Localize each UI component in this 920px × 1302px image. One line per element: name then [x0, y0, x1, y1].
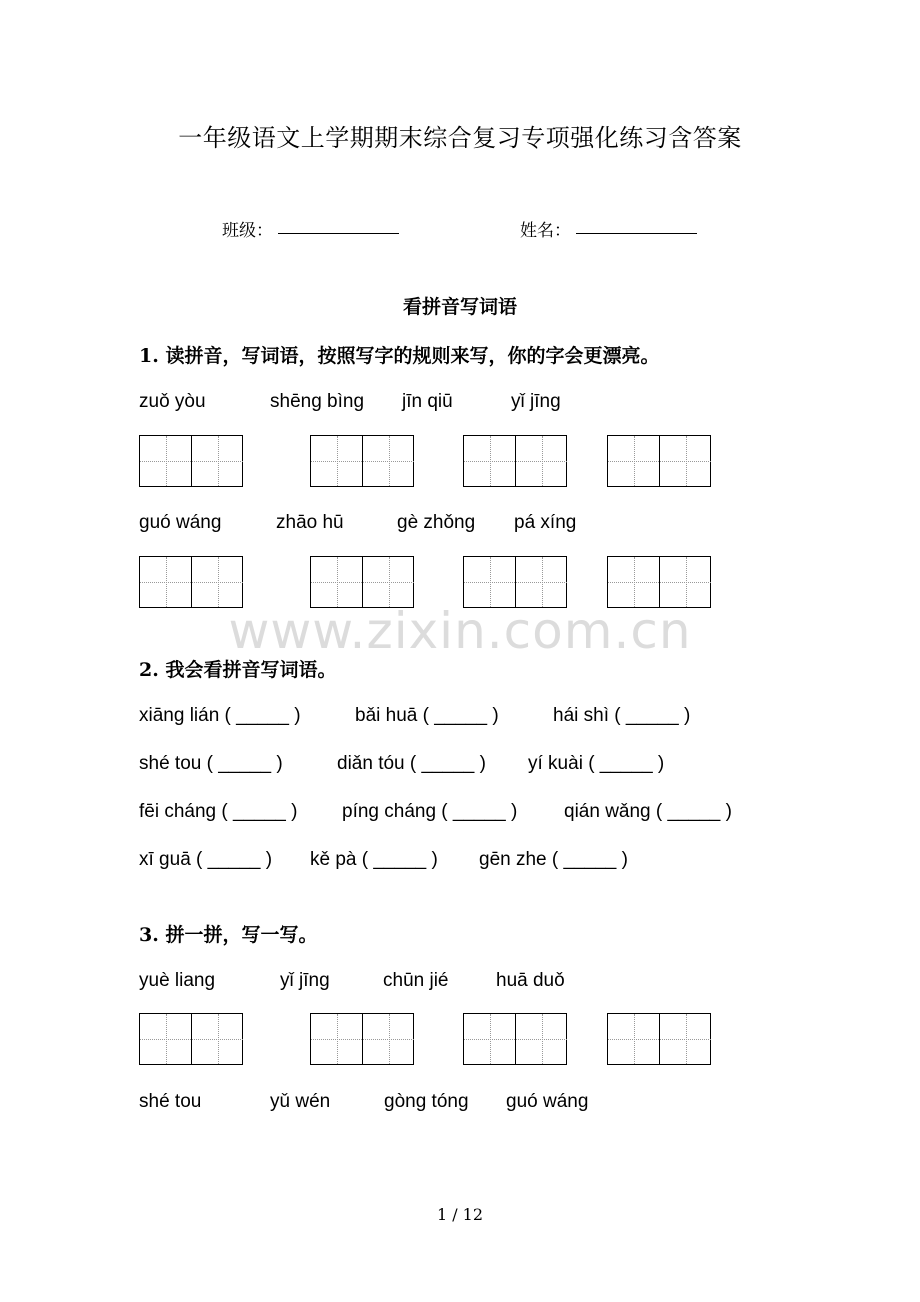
fill-item[interactable]: qián wǎng ( _____ ) [564, 801, 732, 822]
writing-grid[interactable] [310, 1013, 414, 1065]
pinyin-item: yǐ jīng [280, 970, 330, 991]
pinyin-item: chūn jié [383, 970, 449, 991]
fill-item[interactable]: bǎi huā ( _____ ) [355, 705, 499, 726]
watermark: www.zixin.com.cn [228, 602, 692, 660]
writing-grid[interactable] [463, 556, 567, 608]
writing-grid[interactable] [139, 556, 243, 608]
pinyin-item: yǐ jīng [511, 391, 561, 412]
writing-grid[interactable] [607, 435, 711, 487]
pinyin-item: yǔ wén [270, 1091, 331, 1112]
pinyin-item: zhāo hū [276, 512, 344, 533]
question-3-prompt: 3. 拼一拼，写一写。 [139, 924, 318, 946]
writing-grid[interactable] [310, 556, 414, 608]
fill-item[interactable]: shé tou ( _____ ) [139, 753, 283, 774]
writing-grid[interactable] [310, 435, 414, 487]
fill-item[interactable]: xiāng lián ( _____ ) [139, 705, 301, 726]
document-title: 一年级语文上学期期末综合复习专项强化练习含答案 [178, 124, 742, 152]
pinyin-item: shé tou [139, 1091, 202, 1112]
fill-item[interactable]: xī guā ( _____ ) [139, 849, 273, 870]
writing-grid[interactable] [139, 1013, 243, 1065]
writing-grid[interactable] [463, 1013, 567, 1065]
fill-item[interactable]: hái shì ( _____ ) [553, 705, 691, 726]
fill-item[interactable]: fēi cháng ( _____ ) [139, 801, 298, 822]
question-2-prompt: 2. 我会看拼音写词语。 [139, 659, 337, 681]
name-label: 姓名： [520, 221, 571, 241]
class-input-line[interactable] [278, 233, 399, 234]
pinyin-item: huā duǒ [496, 970, 565, 991]
pinyin-item: yuè liang [139, 970, 216, 991]
pinyin-item: zuǒ yòu [139, 391, 206, 412]
question-1-prompt: 1. 读拼音，写词语，按照写字的规则来写，你的字会更漂亮。 [139, 345, 660, 367]
class-label: 班级： [222, 221, 273, 241]
fill-item[interactable]: yí kuài ( _____ ) [528, 753, 665, 774]
writing-grid[interactable] [607, 1013, 711, 1065]
writing-grid[interactable] [607, 556, 711, 608]
pinyin-item: jīn qiū [402, 391, 453, 412]
pinyin-item: guó wáng [506, 1091, 589, 1112]
writing-grid[interactable] [463, 435, 567, 487]
pinyin-item: guó wáng [139, 512, 222, 533]
pinyin-item: pá xíng [514, 512, 577, 533]
pinyin-item: shēng bìng [270, 391, 365, 412]
section-title: 看拼音写词语 [402, 296, 517, 318]
writing-grid[interactable] [139, 435, 243, 487]
pinyin-item: gè zhǒng [397, 512, 476, 533]
page-number: 1 / 12 [436, 1205, 484, 1224]
pinyin-item: gòng tóng [384, 1091, 469, 1112]
fill-item[interactable]: píng cháng ( _____ ) [342, 801, 518, 822]
fill-item[interactable]: gēn zhe ( _____ ) [479, 849, 628, 870]
fill-item[interactable]: kě pà ( _____ ) [310, 849, 438, 870]
fill-item[interactable]: diǎn tóu ( _____ ) [337, 753, 486, 774]
name-input-line[interactable] [576, 233, 697, 234]
